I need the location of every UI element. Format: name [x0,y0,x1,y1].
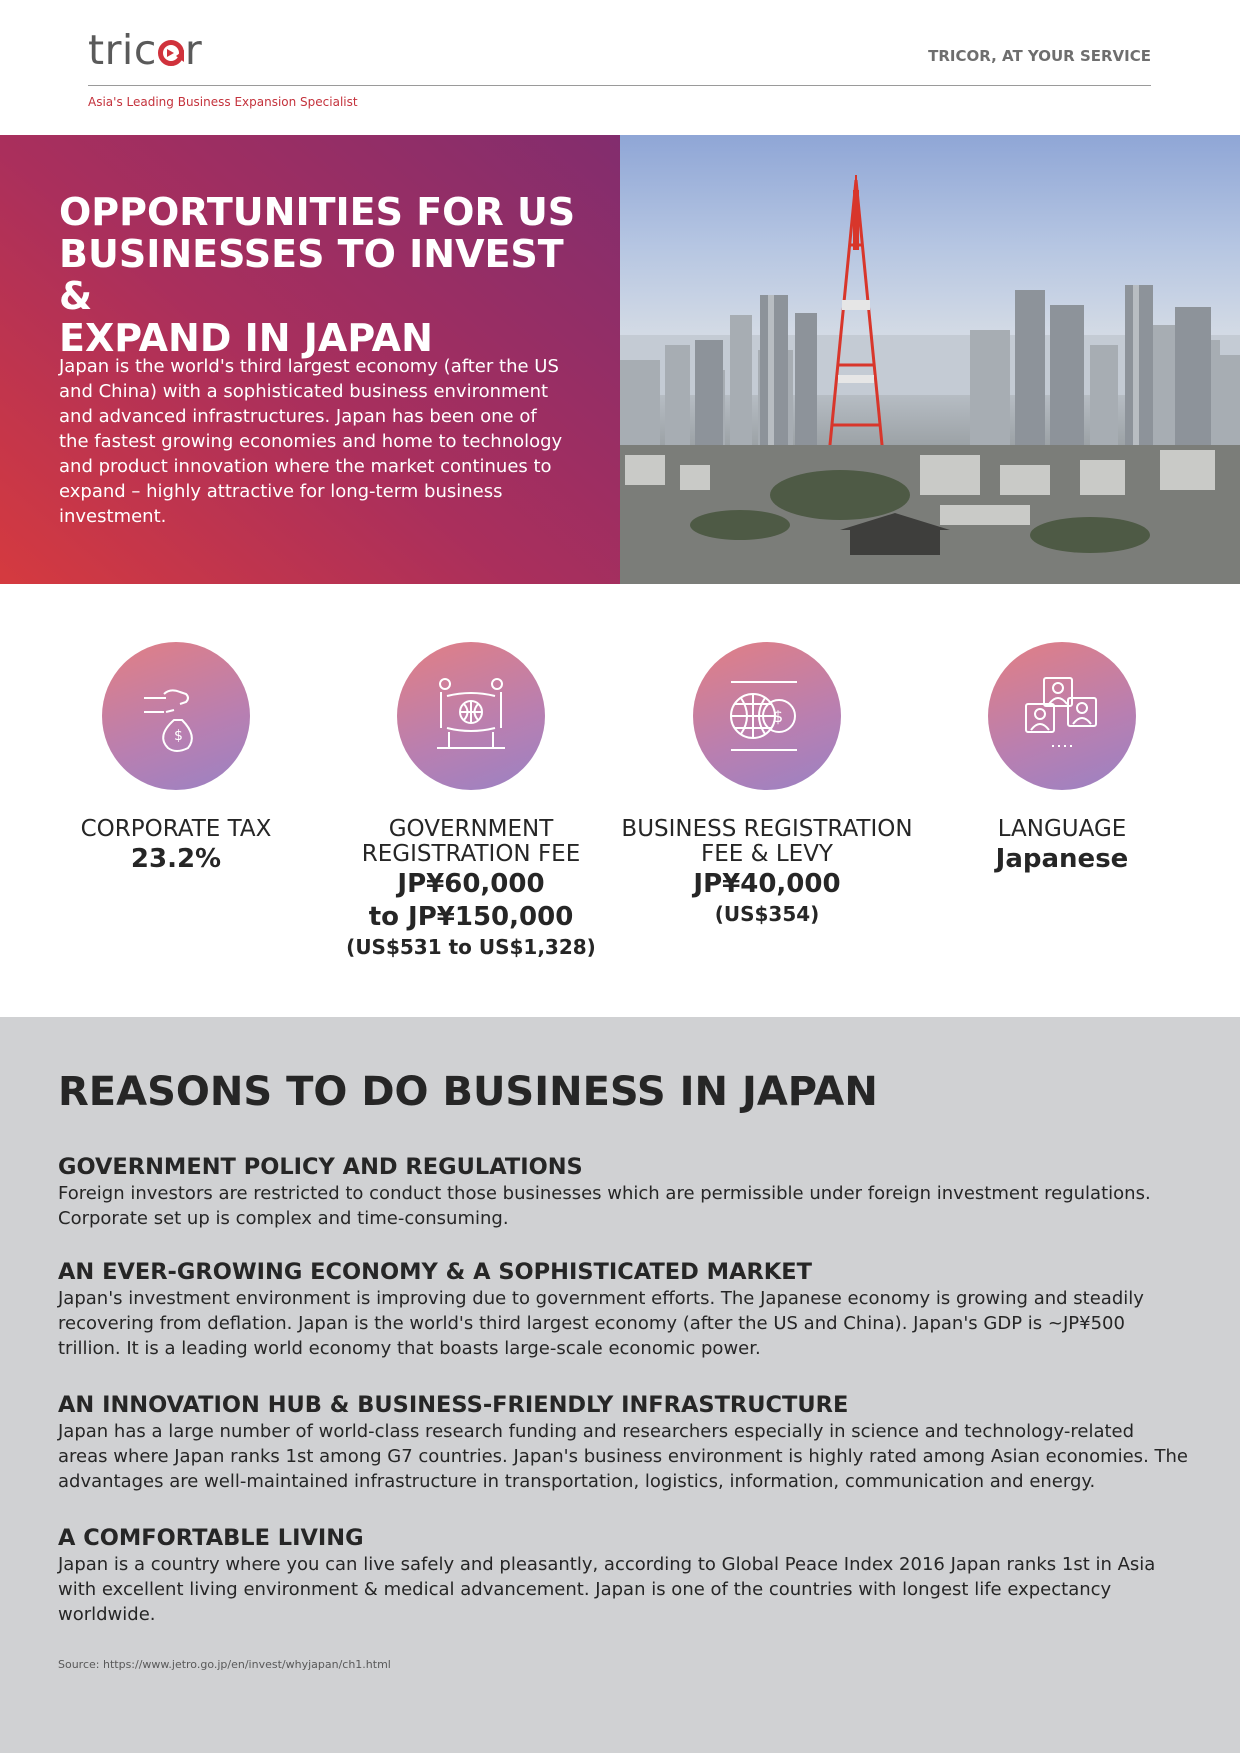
key-facts-section [0,584,1240,1017]
money-bag-icon [102,642,250,790]
stat-subvalue: (US$531 to US$1,328) [346,935,596,959]
svg-text:$: $ [773,707,784,726]
reason-heading: AN EVER-GROWING ECONOMY & A SOPHISTICATED MARKET [58,1259,812,1285]
stat-corporate-tax [27,642,325,876]
reason-item [58,1258,1188,1361]
tagline: Asia's Leading Business Expansion Specialist [88,95,358,109]
reason-body: Foreign investors are restricted to conduct those businesses which are permissible under foreign investment regulations. Corporate set up is complex and time-consuming. [58,1183,1151,1229]
reason-item [58,1153,1188,1231]
header-divider [88,85,1151,86]
reason-heading: A COMFORTABLE LIVING [58,1525,364,1551]
reason-heading: GOVERNMENT POLICY AND REGULATIONS [58,1154,583,1180]
reason-item [58,1391,1188,1494]
stat-label: BUSINESS REGISTRATION FEE & LEVY [621,816,913,867]
service-slogan: TRICOR, AT YOUR SERVICE [928,47,1151,65]
hero-section [0,135,1240,584]
reason-body: Japan has a large number of world-class research funding and researchers especially in science and technology-related areas where Japan ranks 1st among G7 countries. Japan's business environment is highly rated among Asian economies. The advantages are well-maintained infrastructure in transportation, logistics, information, communication and energy. [58,1421,1188,1492]
stat-value: JP¥40,000 [693,869,841,899]
people-chat-icon [988,642,1136,790]
globe-dollar-icon [693,642,841,790]
stat-subvalue: (US$354) [714,902,820,926]
stat-business-registration-fee [618,642,916,927]
stat-label: CORPORATE TAX [80,816,272,842]
hero-body: Japan is the world's third largest economy (after the US and China) with a sophisticated business environment and advanced infrastructures. Japan has been one of the fastest growing economies and home to technology and product innovation where the market continues to expand – highly attractive for long-term business investment. [59,356,563,527]
page-header [0,0,1240,135]
reason-body: Japan's investment environment is improving due to government efforts. The Japanese economy is growing and steadily recovering from deflation. Japan is the world's third largest economy (after the US and China). Japan's GDP is ~JP¥500 trillion. It is a leading world economy that boasts large-scale economic power. [58,1288,1144,1359]
government-globe-icon [397,642,545,790]
svg-text:$: $ [174,728,183,744]
stat-language [913,642,1211,876]
hero-panel [0,135,620,584]
reason-heading: AN INNOVATION HUB & BUSINESS-FRIENDLY INFRASTRUCTURE [58,1392,849,1418]
hero-title: OPPORTUNITIES FOR US BUSINESSES TO INVEST & EXPAND IN JAPAN [59,190,576,360]
tricor-logo: tric r [88,26,203,74]
tokyo-skyline-photo [620,135,1240,584]
stat-value: 23.2% [130,844,222,874]
reason-body: Japan is a country where you can live safely and pleasantly, according to Global Peace Index 2016 Japan ranks 1st in Asia with excellent living environment & medical advancement. Japan is one of the countries with longest life expectancy worldwide. [58,1554,1156,1625]
reason-item [58,1524,1188,1627]
stat-government-registration-fee [322,642,620,960]
stat-label: LANGUAGE [997,816,1127,842]
source-citation: Source: https://www.jetro.go.jp/en/invest/whyjapan/ch1.html [58,1658,391,1671]
stat-value: JP¥60,000 to JP¥150,000 [368,869,574,932]
stat-label: GOVERNMENT REGISTRATION FEE [361,816,581,867]
reasons-title: REASONS TO DO BUSINESS IN JAPAN [58,1069,878,1115]
stat-value: Japanese [995,844,1129,874]
reasons-section [0,1017,1240,1753]
